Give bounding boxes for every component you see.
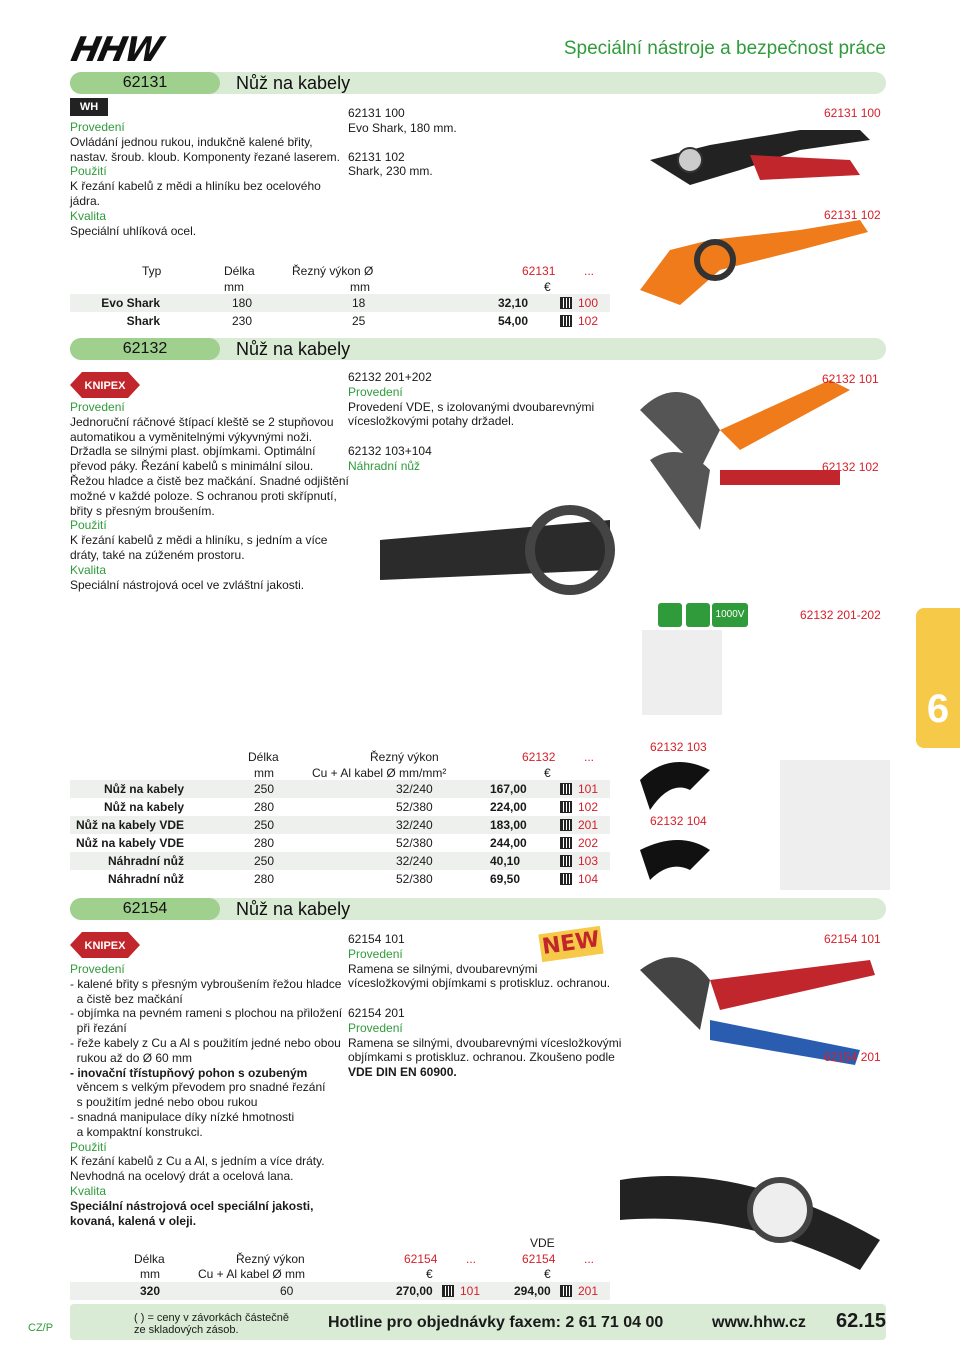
text-line: nastav. šroub. kloub. Komponenty řezané laserem.: [70, 149, 340, 164]
text-line: Řežou hladce a čistě bez mačkání. Snadné odjištění: [70, 473, 349, 488]
cell-price: 54,00: [498, 314, 529, 328]
cell-price: 244,00: [490, 836, 527, 850]
th-code: 62154: [404, 1252, 438, 1266]
text-line: [348, 991, 618, 1006]
footer-note-2: ze skladových zásob.: [134, 1324, 239, 1336]
unit-eur: €: [544, 1267, 551, 1281]
img-label: 62132 104: [650, 814, 707, 828]
cell-len: 280: [254, 836, 275, 850]
qr-icon: [560, 783, 572, 795]
cell-code: 201: [578, 1284, 599, 1298]
cell-price: 183,00: [490, 818, 527, 832]
qr-icon: [560, 297, 572, 309]
cell-len: 250: [254, 818, 275, 832]
section-heading: Náhradní nůž: [348, 458, 421, 473]
th-more: ...: [584, 264, 595, 278]
text-line: K řezání kabelů z Cu a Al, s jedním a více dráty.: [70, 1154, 325, 1169]
img-label: 62132 201-202: [800, 608, 881, 622]
text-line: a čistě bez mačkání: [70, 991, 183, 1006]
section-heading: Provedení: [348, 384, 403, 399]
text-line: 62132 103+104: [348, 443, 432, 458]
unit-eur: €: [426, 1267, 433, 1281]
unit-mm: mm: [254, 766, 274, 780]
text-line: s použitím jedné nebo obou rukou: [70, 1095, 258, 1110]
qr-icon: [442, 1285, 454, 1297]
cell-code: 101: [460, 1284, 481, 1298]
text-line: 62154 101: [348, 932, 405, 946]
section-heading: Kvalita: [70, 208, 107, 223]
img-label: 62154 201: [824, 1050, 881, 1064]
cell-cut: 25: [352, 314, 366, 328]
img-label: 62132 103: [650, 740, 707, 754]
cell-cut: 52/380: [396, 800, 433, 814]
chapter-number: 6: [926, 687, 950, 731]
cell-code: 103: [578, 854, 599, 868]
section-heading: Kvalita: [70, 1183, 107, 1198]
text-line: Speciální nástrojová ocel ve zvláštní jakosti.: [70, 577, 305, 592]
text-line: při řezání: [70, 1021, 127, 1036]
th-cut: Řezný výkon: [236, 1252, 305, 1266]
section-heading: Použití: [70, 1139, 107, 1154]
knipex-logo-text: KNIPEX: [84, 940, 126, 952]
text-line: Jednoruční ráčnové štípací kleště se 2 stupňovou: [70, 414, 334, 429]
section-heading: Použití: [70, 164, 107, 179]
footer-hotline: Hotline pro objednávky faxem: 2 61 71 04 00: [328, 1314, 664, 1331]
section-heading: Kvalita: [70, 562, 107, 577]
unit-mm: mm: [224, 280, 244, 294]
section-bar-62131: [70, 72, 886, 94]
cell-price: 167,00: [490, 782, 527, 796]
table-row: [70, 1282, 610, 1300]
section-heading: Použití: [70, 518, 107, 533]
section-title: Nůž na kabely: [236, 73, 351, 93]
img-label: 62154 101: [824, 932, 881, 946]
th-more: ...: [466, 1252, 477, 1266]
cell-len: 250: [254, 782, 275, 796]
text-line: Ramena se silnými, dvoubarevnými vícesložkovými: [348, 1035, 622, 1050]
footer-note: [134, 1312, 289, 1336]
cell-len: 180: [232, 296, 253, 310]
cable-cutter-image-62132: [380, 370, 890, 720]
table-row: Nůž na kabely 250 32/240 167,00 101: [70, 780, 610, 798]
cell-code: 102: [578, 314, 599, 328]
section-bar-62154: [70, 898, 886, 920]
hhw-logo: HHW: [67, 30, 165, 70]
img-label: 62131 102: [824, 208, 881, 222]
s2-table: [70, 750, 610, 890]
text-line: Speciální nástrojová ocel speciální jakosti,: [70, 1198, 314, 1213]
cell-price: 294,00: [514, 1284, 551, 1298]
s1-variants: [348, 106, 548, 179]
qr-icon: [560, 801, 572, 813]
variant-code: 62131 102: [348, 149, 405, 164]
table-row: Náhradní nůž 280 52/380 69,50 104: [107, 872, 599, 886]
section-heading: Provedení: [70, 962, 125, 976]
unit-cut: Cu + Al kabel Ø mm/mm²: [312, 766, 447, 780]
cell-len: 250: [254, 854, 275, 868]
gs-cert-icon: [658, 603, 682, 627]
text-line: Speciální uhlíková ocel.: [70, 223, 197, 238]
text-line: Držadla se silnými plast. objímkami. Optimální: [70, 444, 316, 459]
text-line: - snadná manipulace díky nízké hmotnosti: [70, 1109, 295, 1124]
section-heading: Provedení: [70, 400, 125, 414]
vde-1000v-badge: 1000V: [712, 603, 748, 627]
table-row: Nůž na kabely VDE 280 52/380 244,00 202: [75, 836, 599, 850]
footer-lang: CZ/P: [28, 1322, 54, 1334]
img-label: 62131 100: [824, 106, 881, 120]
text-line: Ovládání jednou rukou, indukčně kalené břity,: [70, 134, 313, 149]
th-len: Délka: [134, 1252, 165, 1266]
unit-cut: Cu + Al kabel Ø mm: [198, 1267, 306, 1281]
knipex-logo: [70, 372, 140, 398]
cell-price: 270,00: [396, 1284, 433, 1298]
qr-icon: [560, 873, 572, 885]
section-heading: Provedení: [348, 946, 403, 961]
th-code: 62132: [522, 750, 556, 764]
cell-code: 100: [578, 296, 599, 310]
text-line: převod páky. Řezání kabelů s minimální silou.: [70, 459, 314, 474]
text-line: - objímka na pevném rameni s plochou na přiložení: [70, 1006, 343, 1021]
cell-cut: 52/380: [396, 872, 433, 886]
s2-description: [70, 400, 349, 592]
text-line: objímkami s protiskluz. ochranou. Zkoušeno podle: [348, 1050, 615, 1065]
text-line: K řezání kabelů z mědi a hliníku bez ocelového: [70, 179, 321, 194]
text-line: věncem s velkým převodem pro snadné řezání: [70, 1080, 326, 1095]
footer-note-1: ( ) = ceny v závorkách částečně: [134, 1312, 289, 1324]
brand-wh-logo: WH: [70, 98, 108, 116]
variant-desc: Evo Shark, 180 mm.: [348, 120, 457, 135]
cell-price: 224,00: [490, 800, 527, 814]
s3-description: [70, 962, 342, 1228]
new-badge: NEW: [538, 926, 603, 962]
cell-cut: 32/240: [396, 854, 433, 868]
text-line: VDE DIN EN 60900.: [348, 1065, 457, 1080]
table-row: Evo Shark 180 18 32,10 100: [70, 294, 610, 312]
th-len: Délka: [224, 264, 255, 278]
text-line: možné v každé poloze. S ochranou proti skřípnutí,: [70, 488, 337, 503]
section-code: 62132: [70, 338, 220, 360]
footer-web-link[interactable]: www.hhw.cz: [712, 1314, 806, 1331]
section-title: Nůž na kabely: [236, 899, 351, 919]
text-line: vícesložkovými potahy držadel.: [348, 414, 515, 429]
th-more: ...: [584, 1252, 595, 1266]
section-code: 62154: [70, 898, 220, 920]
variant-code: 62131 100: [348, 106, 405, 120]
th-more: ...: [584, 750, 595, 764]
s1-table: [70, 264, 610, 334]
table-row: Shark 230 25 54,00 102: [126, 314, 599, 328]
th-len: Délka: [248, 750, 279, 764]
table-row: Nůž na kabely 280 52/380 224,00 102: [103, 800, 599, 814]
page-title: Speciální nástroje a bezpečnost práce: [563, 38, 886, 59]
cell-code: 104: [578, 872, 599, 886]
text-line: K řezání kabelů z mědi a hliníku, s jedním a více: [70, 533, 328, 548]
qr-icon: [560, 837, 572, 849]
table-row: Náhradní nůž 250 32/240 40,10 103: [70, 852, 610, 870]
variant-desc: Shark, 230 mm.: [348, 164, 433, 179]
cell-cut: 32/240: [396, 782, 433, 796]
chapter-tab: [916, 608, 960, 748]
th-code: 62131: [522, 264, 556, 278]
section-bar-62132: [70, 338, 886, 360]
text-line: vícesložkovými objímkami s protiskluz. ochranou.: [348, 976, 611, 991]
cell-code: 201: [578, 818, 599, 832]
section-code: 62131: [70, 72, 220, 94]
cell-code: 202: [578, 836, 599, 850]
qr-icon: [560, 855, 572, 867]
cell-code: 102: [578, 800, 599, 814]
img-label: 62132 102: [822, 460, 879, 474]
unit-eur: €: [544, 280, 551, 294]
qr-icon: [560, 819, 572, 831]
unit-mm: mm: [140, 1267, 160, 1281]
cell-code: 101: [578, 782, 599, 796]
cell-len: 230: [232, 314, 253, 328]
th-code-vde: 62154: [522, 1252, 556, 1266]
text-line: břity s přesným broušením.: [70, 503, 215, 518]
knipex-logo-text: KNIPEX: [84, 380, 126, 392]
unit-mm: mm: [350, 280, 370, 294]
cable-cutter-image-62154: [620, 940, 890, 1270]
cell-price: 32,10: [498, 296, 529, 310]
text-line: Ramena se silnými, dvoubarevnými: [348, 961, 538, 976]
cell-len: 280: [254, 800, 275, 814]
text-line: dráty, také na zúženém prostoru.: [70, 547, 245, 562]
cell-cut: 18: [352, 296, 366, 310]
cell-price: 69,50: [490, 872, 521, 886]
table-row: Nůž na kabely VDE 250 32/240 183,00 201: [70, 816, 610, 834]
unit-eur: €: [544, 766, 551, 780]
text-line: kovaná, kalená v oleji.: [70, 1213, 197, 1228]
qr-icon: [560, 1285, 572, 1297]
text-line: - kalené břity s přesným vybroušením řežou hladce: [70, 976, 342, 991]
cell-price: 40,10: [490, 854, 521, 868]
cell-len: 280: [254, 872, 275, 886]
qr-icon: [560, 315, 572, 327]
cell-cut: 60: [280, 1284, 294, 1298]
th-typ: Typ: [142, 264, 162, 278]
th-cut: Řezný výkon Ø: [292, 264, 374, 278]
text-line: 62132 201+202: [348, 370, 432, 384]
cell-cut: 52/380: [396, 836, 433, 850]
text-line: jádra.: [70, 193, 101, 208]
text-line: Provedení VDE, s izolovanými dvoubarevnými: [348, 399, 595, 414]
s3-table: [70, 1236, 610, 1300]
text-line: 62154 201: [348, 1005, 405, 1020]
th-cut: Řezný výkon: [370, 750, 439, 764]
text-line: rukou až do Ø 60 mm: [70, 1050, 193, 1065]
text-line: - inovační třístupňový pohon s ozubeným: [70, 1065, 308, 1080]
th-vde: VDE: [530, 1236, 555, 1250]
text-line: - řeže kabely z Cu a Al s použitím jedné nebo obou: [70, 1035, 341, 1050]
text-line: Nevhodná na ocelový drát a ocelová lana.: [70, 1169, 294, 1184]
knipex-logo: [70, 932, 140, 958]
section-heading: Provedení: [70, 120, 125, 134]
s1-description: [70, 120, 340, 238]
page-number: 62.15: [836, 1310, 887, 1332]
vde-cert-icon: [686, 603, 710, 627]
section-title: Nůž na kabely: [236, 339, 351, 359]
section-heading: Provedení: [348, 1020, 403, 1035]
text-line: automatikou a vyměnitelnými výkyvnými noži.: [70, 429, 313, 444]
cell-cut: 32/240: [396, 818, 433, 832]
cell-len: 320: [140, 1284, 161, 1298]
img-label: 62132 101: [822, 372, 879, 386]
text-line: a kompaktní konstrukci.: [70, 1124, 203, 1139]
